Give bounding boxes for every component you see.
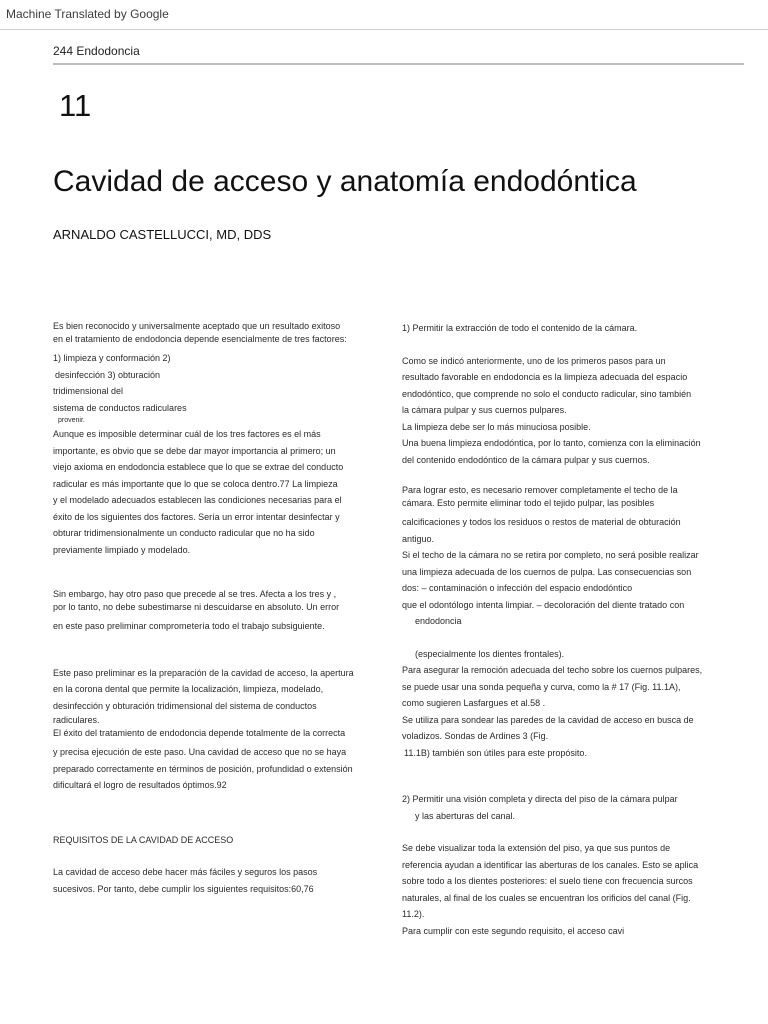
text-line: Sin embargo, hay otro paso que precede al se tres. Afecta a los tres y ,: [53, 589, 337, 599]
requirement-1: 1) Permitir la extracción de todo el contenido de la cámara.: [402, 323, 638, 333]
paragraph-intro: [53, 320, 383, 346]
text-line: preparado correctamente en términos de posición, profundidad o extensión: [53, 763, 353, 774]
text-line: calcificaciones y todos los residuos o restos de material de obturación: [402, 517, 681, 527]
text-line: como sugieren Lasfargues et al.58 .: [402, 698, 546, 708]
text-line: por lo tanto, no debe subestimarse ni descuidarse en absoluto. Un error: [53, 602, 340, 612]
text-line: sobre todo a los dientes posteriores: el suelo tiene con frecuencia surcos: [402, 876, 693, 886]
text-line: Se utiliza para sondear las paredes de la cavidad de acceso en busca de: [402, 714, 694, 725]
text-line: en el tratamiento de endodoncia depende esencialmente de tres factores:: [53, 334, 347, 344]
text-line: obturar tridimensionalmente un conducto radicular que no ha sido: [53, 528, 315, 538]
chapter-title: Cavidad de acceso y anatomía endodóntica: [53, 165, 637, 198]
paragraph-importance: [53, 426, 383, 558]
chapter-number: 11: [59, 88, 92, 123]
text-line: cámara. Esto permite eliminar todo el tejido pulpar, las posibles: [402, 498, 655, 508]
text-line: radiculares.: [53, 715, 100, 725]
text-line: en la corona dental que permite la localización, limpieza, modelado,: [53, 684, 324, 694]
text-line: sucesivos. Por tanto, debe cumplir los siguientes requisitos:60,76: [53, 883, 314, 894]
text-line: endodóntico, que comprende no solo el conducto radicular, sino también: [402, 388, 692, 399]
text-line: naturales, al final de los cuales se encuentran los orificios del canal (Fig.: [402, 892, 691, 903]
factor-list: [53, 350, 383, 416]
text-line: referencia ayudan a identificar las aberturas de los canales. Esto se aplica: [402, 859, 699, 870]
text-line: importante, es obvio que se debe dar mayor importancia al primero; un: [53, 445, 336, 456]
text-line: y el modelado adecuados establecen las condiciones necesarias para el: [53, 495, 342, 505]
paragraph-requirements: [53, 864, 383, 897]
paragraph-preliminary-step: [53, 588, 383, 635]
text-line: voladizos. Sondas de Ardines 3 (Fig.: [402, 731, 549, 741]
running-header: 244 Endodoncia: [53, 44, 140, 58]
text-line: una limpieza adecuada de los cuernos de pulpa. Las consecuencias son: [402, 566, 692, 577]
list-line: 1) limpieza y conformación 2): [53, 353, 171, 363]
text-line: 11.2).: [402, 909, 425, 919]
requirement-2: [402, 791, 747, 824]
text-line: antiguo.: [402, 533, 435, 544]
text-line: Es bien reconocido y universalmente aceptado que un resultado exitoso: [53, 321, 341, 331]
text-line: éxito de los siguientes dos factores. Sería un error intentar desinfectar y: [53, 511, 340, 522]
banner-divider: [0, 29, 768, 30]
text-line: dificultará el logro de resultados óptimos.92: [53, 780, 227, 790]
text-line: 11.1B) también son útiles para este propósito.: [404, 747, 587, 758]
text-line: (especialmente los dientes frontales).: [415, 648, 565, 659]
text-line: Este paso preliminar es la preparación de la cavidad de acceso, la apertura: [53, 667, 354, 678]
paragraph-access-cavity: [53, 665, 383, 794]
text-line: La limpieza debe ser lo más minuciosa posible.: [402, 421, 591, 432]
text-line: Si el techo de la cámara no se retira por completo, no será posible realizar: [402, 550, 699, 560]
text-line: Para lograr esto, es necesario remover completamente el techo de la: [402, 485, 678, 495]
text-line: y las aberturas del canal.: [415, 810, 516, 821]
text-line: La cavidad de acceso debe hacer más fáciles y seguros los pasos: [53, 867, 318, 877]
paragraph-probe: [402, 646, 747, 762]
paragraph-cleaning: [402, 353, 747, 469]
machine-translation-banner: Machine Translated by Google: [6, 7, 169, 21]
paragraph-floor: [402, 840, 747, 939]
text-line: que el odontólogo intenta limpiar. – decoloración del diente tratado con: [402, 599, 685, 610]
text-line: Una buena limpieza endodóntica, por lo tanto, comienza con la eliminación: [402, 438, 701, 448]
text-line: previamente limpiado y modelado.: [53, 544, 191, 555]
text-line: y precisa ejecución de este paso. Una cavidad de acceso que no se haya: [53, 747, 347, 757]
header-rule: [53, 63, 744, 65]
text-line: 2) Permitir una visión completa y directa del piso de la cámara pulpar: [402, 794, 678, 804]
text-line: Se debe visualizar toda la extensión del piso, ya que sus puntos de: [402, 843, 671, 853]
text-line: endodoncia: [415, 616, 462, 626]
text-line: Aunque es imposible determinar cuál de los tres factores es el más: [53, 429, 321, 439]
text-line: Para asegurar la remoción adecuada del techo sobre los cuernos pulpares,: [402, 665, 703, 675]
text-line: la cámara pulpar y sus cuernos pulpares.: [402, 405, 567, 415]
text-line: El éxito del tratamiento de endodoncia depende totalmente de la correcta: [53, 728, 346, 738]
text-line: en este paso preliminar comprometería todo el trabajo subsiguiente.: [53, 621, 325, 631]
text-line: del contenido endodóntico de la cámara pulpar y sus cuernos.: [402, 454, 650, 465]
text-line: dos: – contaminación o infección del espacio endodóntico: [402, 583, 633, 593]
text-line: Como se indicó anteriormente, uno de los primeros pasos para un: [402, 355, 666, 366]
left-column: [53, 320, 383, 897]
author-line: ARNALDO CASTELLUCCI, MD, DDS: [53, 227, 272, 242]
list-line: desinfección 3) obturación: [55, 369, 161, 380]
section-heading: REQUISITOS DE LA CAVIDAD DE ACCESO: [53, 834, 234, 845]
text-line: radicular es más importante que lo que se coloca dentro.77 La limpieza: [53, 478, 338, 489]
paragraph-consequences: [402, 514, 747, 630]
text-line: desinfección y obturación tridimensional del sistema de conductos: [53, 700, 317, 711]
list-line: tridimensional del: [53, 386, 124, 396]
paragraph-roof-removal: [402, 484, 747, 510]
footnote-fragment: provenir.: [58, 417, 85, 424]
text-line: viejo axioma en endodoncia establece que lo que se extrae del conducto: [53, 462, 344, 472]
list-line: sistema de conductos radiculares: [53, 402, 187, 413]
right-column: [402, 320, 747, 939]
text-line: Para cumplir con este segundo requisito, el acceso cavi: [402, 925, 625, 936]
text-line: se puede usar una sonda pequeña y curva, como la # 17 (Fig. 11.1A),: [402, 681, 681, 692]
text-line: resultado favorable en endodoncia es la limpieza adecuada del espacio: [402, 372, 688, 382]
